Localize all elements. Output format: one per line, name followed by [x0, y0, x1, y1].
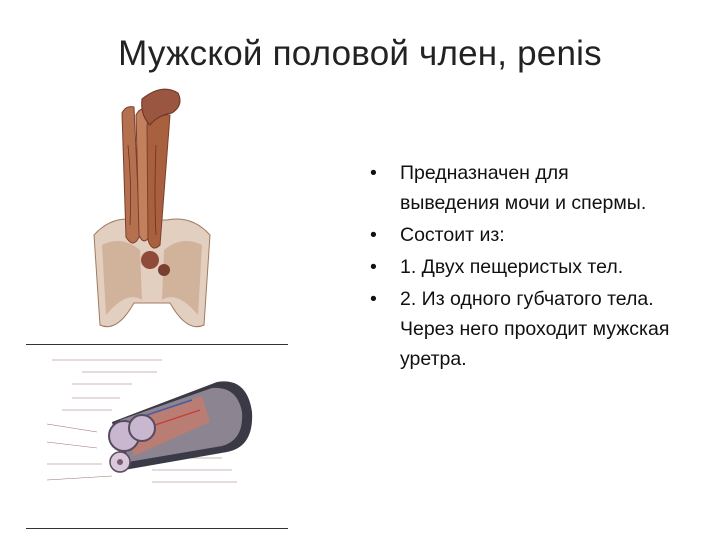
bullet-item	[370, 220, 670, 250]
penis-cross-section-illustration	[42, 352, 257, 492]
figure-divider-bottom	[26, 528, 288, 529]
bullet-text: 1. Двух пещеристых тел.	[400, 256, 624, 278]
bullet-text: 2. Из одного губчатого тела. Через него проходит мужская уретра.	[400, 288, 670, 370]
bullet-icon: •	[370, 162, 377, 184]
bullet-item	[370, 284, 670, 374]
bullet-icon: •	[370, 224, 377, 246]
bullet-icon: •	[370, 256, 377, 278]
bullet-icon: •	[370, 288, 377, 310]
bullet-text: Предназначен для выведения мочи и спермы.	[400, 162, 647, 214]
bullet-item	[370, 158, 670, 218]
bullet-text: Состоит из:	[400, 224, 505, 246]
penis-anatomy-illustration	[92, 85, 212, 335]
figure-divider-top	[26, 344, 288, 345]
bullet-list	[370, 158, 670, 376]
bullet-item	[370, 252, 670, 282]
slide-title: Мужской половой член, penis	[118, 34, 602, 73]
